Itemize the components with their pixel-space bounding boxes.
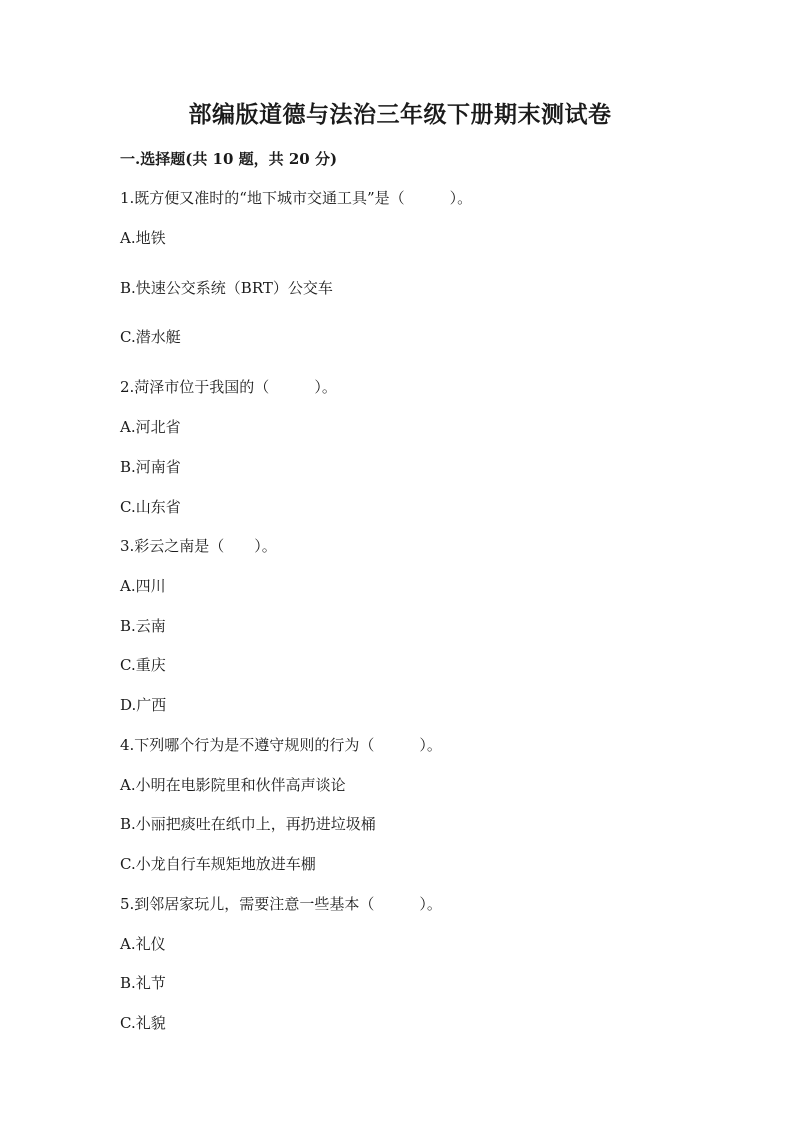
question-5-option-c: C.礼貌 xyxy=(120,1014,166,1032)
question-5-option-b: B.礼节 xyxy=(120,974,166,992)
page-title: 部编版道德与法治三年级下册期末测试卷 xyxy=(188,101,612,128)
question-4-option-a: A.小明在电影院里和伙伴高声谈论 xyxy=(120,776,346,794)
question-5-option-a: A.礼仪 xyxy=(120,935,166,953)
question-2-option-a: A.河北省 xyxy=(120,418,181,436)
question-3-option-c: C.重庆 xyxy=(120,656,166,674)
question-3-option-d: D.广西 xyxy=(120,696,167,714)
question-2-stem: 2.菏泽市位于我国的（ ）。 xyxy=(120,378,337,396)
question-2-option-b: B.河南省 xyxy=(120,458,181,476)
question-1-option-b: B.快速公交系统（BRT）公交车 xyxy=(120,279,333,297)
question-3-option-b: B.云南 xyxy=(120,617,166,635)
question-4-option-b: B.小丽把痰吐在纸巾上，再扔进垃圾桶 xyxy=(120,815,376,833)
question-1-option-a: A.地铁 xyxy=(120,229,166,247)
question-1-stem: 1.既方便又准时的“地下城市交通工具”是（ ）。 xyxy=(120,189,473,207)
section-heading: 一.选择题(共 10 题，共 20 分) xyxy=(120,150,338,168)
question-4-option-c: C.小龙自行车规矩地放进车棚 xyxy=(120,855,316,873)
question-1-option-c: C.潜水艇 xyxy=(120,328,181,346)
question-3-stem: 3.彩云之南是（ ）。 xyxy=(120,537,277,555)
question-3-option-a: A.四川 xyxy=(120,577,166,595)
question-2-option-c: C.山东省 xyxy=(120,498,181,516)
question-5-stem: 5.到邻居家玩儿，需要注意一些基本（ ）。 xyxy=(120,895,442,913)
question-4-stem: 4.下列哪个行为是不遵守规则的行为（ ）。 xyxy=(120,736,442,754)
